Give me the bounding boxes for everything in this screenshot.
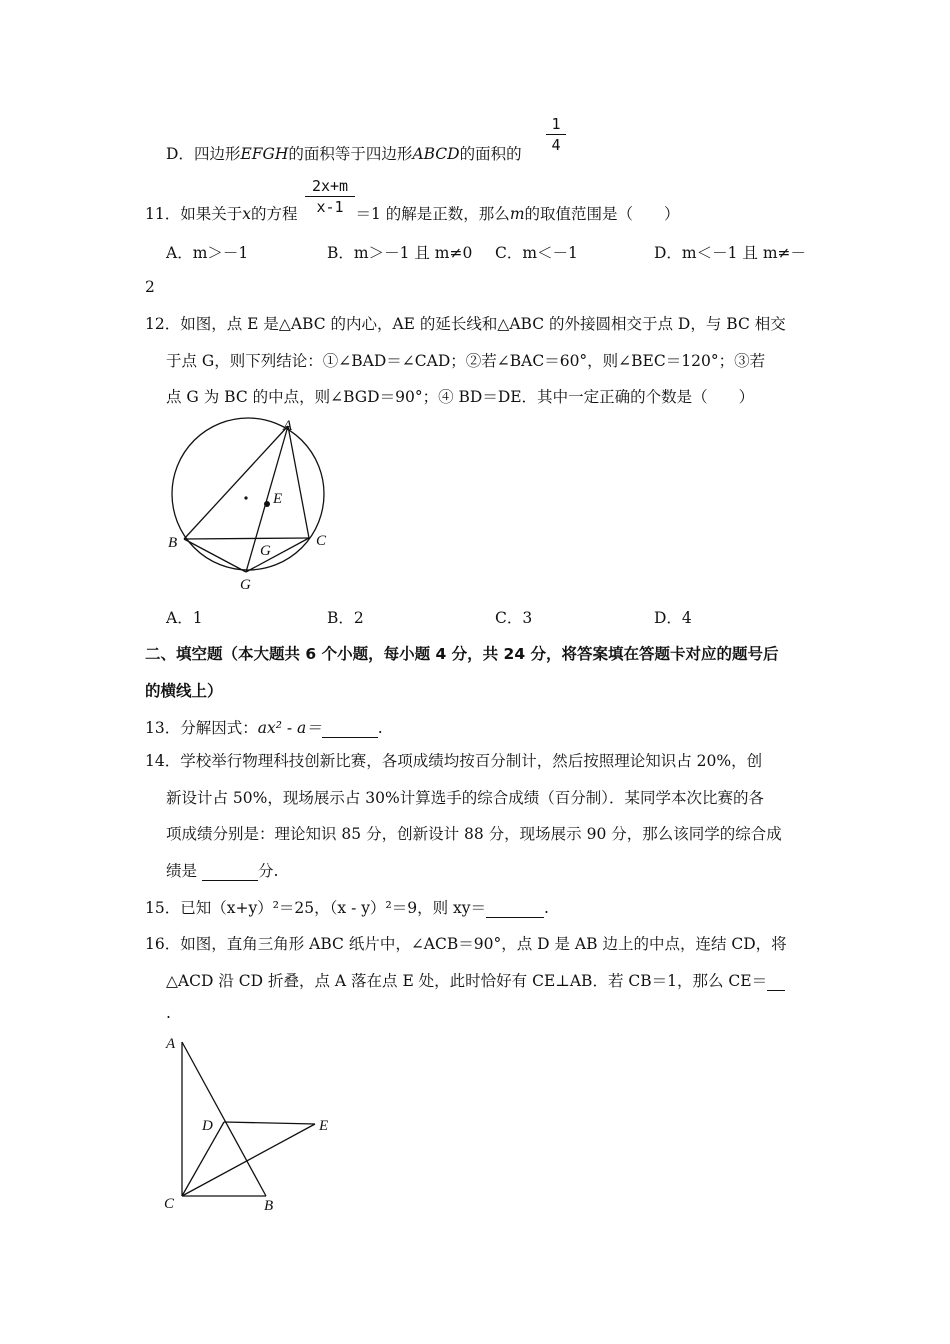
q12-line2: 于点 G，则下列结论：①∠BAD＝∠CAD；②若∠BAC＝60°，则∠BEC＝120°；③若: [166, 352, 766, 370]
q14-line1: 14．学校举行物理科技创新比赛，各项成绩均按百分制计，然后按照理论知识占 20%，创: [145, 752, 763, 770]
q14-line4: 绩是 分.: [166, 862, 279, 880]
label-e: E: [319, 1118, 329, 1134]
q12-option-a: A．1: [166, 609, 203, 627]
q12-line3: 点 G 为 BC 的中点，则∠BGD＝90°；④ BD＝DE．其中一定正确的个数是（ ）: [166, 388, 755, 406]
q12-line1: 12．如图，点 E 是△ABC 的内心，AE 的延长线和△ABC 的外接圆相交于点 D，与 BC 相交: [145, 315, 786, 333]
section2-heading-line2: 的横线上）: [145, 682, 223, 700]
q11-option-a: A．m＞－1: [166, 244, 249, 262]
label-e: E: [273, 491, 283, 507]
q16-blank: [767, 972, 785, 991]
q10-option-d: D．四边形EFGH的面积等于四边形ABCD的面积的: [166, 145, 522, 163]
point-e: [264, 501, 270, 507]
q12-option-d: D．4: [654, 609, 692, 627]
label-a: A: [166, 1036, 176, 1052]
q11-option-d-cont: 2: [145, 278, 155, 296]
q11-option-d: D．m＜－1 且 m≠－: [654, 244, 807, 262]
q12-figure: [160, 412, 340, 594]
q15: 15．已知（x+y）²＝25，（x - y）²＝9，则 xy＝ .: [145, 899, 549, 917]
label-c: C: [316, 533, 327, 549]
label-d: D: [202, 1118, 213, 1134]
q11-option-c: C．m＜－1: [495, 244, 578, 262]
section2-heading-line1: 二、填空题（本大题共 6 个小题，每小题 4 分，共 24 分，将答案填在答题卡对应的题号后: [145, 645, 779, 663]
line-bg: [184, 539, 246, 572]
center-dot: [244, 496, 247, 499]
label-b: B: [168, 535, 178, 551]
line-cg: [246, 538, 309, 572]
q16-line3: .: [166, 1004, 171, 1022]
q11-fraction: $\frac{2x+m}{x-1}$: [305, 176, 355, 217]
label-g-inner: G: [260, 543, 271, 559]
q13-blank: [322, 719, 378, 738]
label-g-outer: G: [240, 577, 251, 593]
q14-blank: [202, 862, 258, 881]
q10-fraction: $\frac{1}{4}$: [546, 114, 566, 155]
line-de: [224, 1122, 315, 1124]
q11-stem: 11．如果关于x的方程 ＝1 的解是正数，那么m的取值范围是（ ）: [145, 205, 680, 223]
q12-option-b: B．2: [327, 609, 364, 627]
q16-line1: 16．如图，直角三角形 ABC 纸片中，∠ACB＝90°，点 D 是 AB 边上的中点，连结 CD，将: [145, 935, 787, 953]
q16-figure: [160, 1030, 340, 1216]
label-b: B: [264, 1198, 274, 1214]
line-ac: [288, 426, 309, 538]
q11-option-b: B．m＞－1 且 m≠0: [327, 244, 473, 262]
q12-option-c: C．3: [495, 609, 533, 627]
q13: 13．分解因式：ax² - a＝ .: [145, 719, 383, 737]
label-c: C: [164, 1196, 175, 1212]
q15-blank: [486, 899, 544, 918]
line-bc: [184, 538, 309, 539]
label-a: A: [283, 418, 293, 434]
q14-line3: 项成绩分别是：理论知识 85 分，创新设计 88 分，现场展示 90 分，那么该同学的综合成: [166, 825, 782, 843]
q14-line2: 新设计占 50%，现场展示占 30%计算选手的综合成绩（百分制）．某同学本次比赛的各: [166, 789, 765, 807]
q16-line2: △ACD 沿 CD 折叠，点 A 落在点 E 处，此时恰好有 CE⊥AB．若 CB＝1，那么 CE＝: [166, 969, 785, 991]
